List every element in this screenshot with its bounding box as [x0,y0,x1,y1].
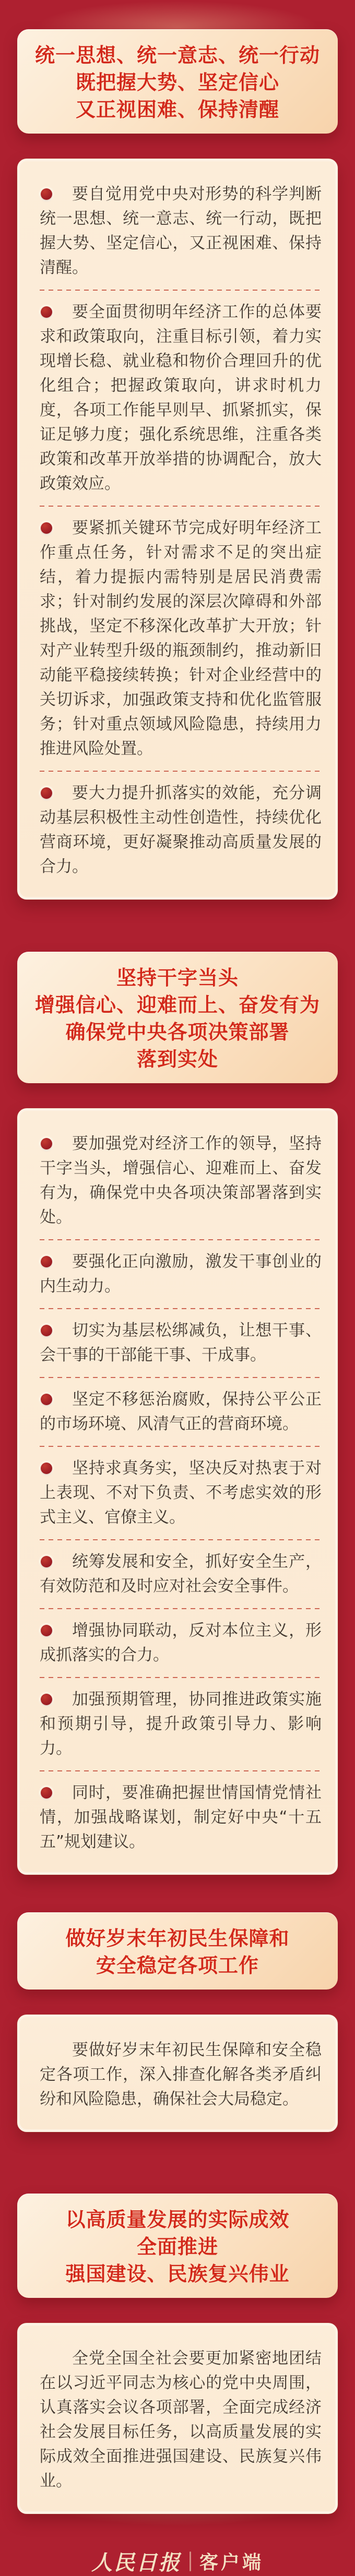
section-title-line: 强国建设、民族复兴伟业 [65,2262,290,2285]
section-1-header [17,29,338,134]
section-title-line: 统一思想、统一意志、统一行动 [34,44,320,67]
bullet-item [40,1781,322,1854]
bullet-item [40,516,322,761]
bullet-item [40,1132,322,1230]
section-title-line: 确保党中央各项决策部署 [65,1021,290,1044]
bullet-dot-icon [41,306,52,318]
dashed-divider [40,1608,322,1609]
paragraph-item [40,2038,322,2112]
section-title-line: 以高质量发展的实际成效 [65,2208,290,2231]
section-1-body [17,159,338,900]
dashed-divider [40,506,322,507]
section-2-header [17,952,338,1083]
people-daily-logo: 人民日报 [91,2550,181,2575]
dashed-divider [40,1377,322,1378]
dashed-divider [40,1539,322,1540]
item-text: 要强化正向激励，激发干事创业的内生动力。 [40,1252,322,1296]
bullet-dot-icon [41,1325,52,1336]
bullet-dot-icon [41,1787,52,1799]
item-text: 统筹发展和安全，抓好安全生产，有效防范和及时应对社会安全事件。 [40,1552,322,1596]
item-text: 要做好岁末年初民生保障和安全稳定各项工作，深入排查化解各类矛盾纠纷和风险隐患，确保社会大局稳定。 [40,2041,322,2108]
section-2-body [17,1108,338,1875]
dashed-divider [40,1677,322,1678]
client-label: 客户端 [199,2552,264,2573]
section-4-body [17,2323,338,2514]
section-3-header [17,1912,338,1990]
section-4-header [17,2194,338,2298]
poster [0,29,355,2514]
section-title-line: 既把握大势、坚定信心 [75,71,279,94]
dashed-divider [40,1239,322,1240]
bullet-dot-icon [41,787,52,799]
section-3-body [17,2015,338,2132]
bullet-item [40,1387,322,1436]
item-text: 全党全国全社会要更加紧密地团结在以习近平同志为核心的党中央周围，认真落实会议各项部署，全面完成经济社会发展目标任务，以高质量发展的实际成效全面推进强国建设、民族复兴伟业。 [40,2349,322,2490]
item-text: 坚定不移惩治腐败，保持公平公正的市场环境、风清气正的营商环境。 [40,1390,322,1433]
item-text: 坚持求真务实，坚决反对热衷于对上表现、不对下负责、不考虑实效的形式主义、官僚主义。 [40,1459,322,1527]
bullet-dot-icon [41,1625,52,1636]
bullet-item [40,781,322,879]
footer-brand [0,2546,355,2576]
bullet-dot-icon [41,1256,52,1267]
item-text: 同时，要准确把握世情国情党情社情，加强战略谋划，制定好中央“十五五”规划建议。 [40,1783,322,1851]
item-text: 要加强党对经济工作的领导，坚持干字当头，增强信心、迎难而上、奋发有为，确保党中央各项决策部署落到实处。 [40,1134,322,1227]
bullet-item [40,1550,322,1599]
bullet-item [40,1319,322,1368]
section-title-line: 安全稳定各项工作 [96,1954,259,1977]
bullet-item [40,1619,322,1668]
bullet-dot-icon [41,188,52,200]
bullet-item [40,1687,322,1761]
section-title-line: 坚持干字当头 [116,966,239,989]
item-text: 要全面贯彻明年经济工作的总体要求和政策取向，注重目标引领，着力实现增长稳、就业稳和物价合理回升的优化组合；把握政策取向，讲求时机力度，各项工作能早则早、抓紧抓实，保证足够力度；强化系统思维，注重各类政策和改革开放举措的协调配合，放大政策效应。 [40,303,322,493]
section-title-line: 全面推进 [136,2235,218,2258]
section-title-line: 落到实处 [136,1048,218,1071]
dashed-divider [40,1308,322,1309]
bullet-item [40,1250,322,1299]
dashed-divider [40,290,322,291]
bullet-item [40,1456,322,1530]
brand-divider [190,2551,191,2571]
dashed-divider [40,1770,322,1771]
bullet-dot-icon [41,1694,52,1705]
bullet-item [40,300,322,496]
item-text: 要自觉用党中央对形势的科学判断统一思想、统一意志、统一行动，既把握大势、坚定信心，又正视困难、保持清醒。 [40,185,322,277]
bullet-dot-icon [41,1138,52,1149]
bullet-dot-icon [41,1394,52,1405]
item-text: 要紧抓关键环节完成好明年经济工作重点任务，针对需求不足的突出症结，着力提振内需特别是居民消费需求；针对制约发展的深层次障碍和外部挑战，坚定不移深化改革扩大开放；针对产业转型升级的瓶颈制约，推动新旧动能平稳接续转换；针对企业经营中的关切诉求，加强政策支持和优化监管服务；针对重点领域风险隐患，持续用力推进风险处置。 [40,519,322,758]
paragraph-item [40,2346,322,2494]
bullet-dot-icon [41,1556,52,1567]
section-title-line: 做好岁末年初民生保障和 [65,1927,290,1950]
item-text: 增强协同联动，反对本位主义，形成抓落实的合力。 [40,1621,322,1664]
bullet-dot-icon [41,522,52,534]
item-text: 切实为基层松绑减负，让想干事、会干事的干部能干事、干成事。 [40,1321,322,1364]
bullet-dot-icon [41,1463,52,1474]
bullet-item [40,182,322,280]
dashed-divider [40,1446,322,1447]
section-title-line: 增强信心、迎难而上、奋发有为 [34,993,320,1016]
item-text: 加强预期管理，协同推进政策实施和预期引导，提升政策引导力、影响力。 [40,1690,322,1758]
section-title-line: 又正视困难、保持清醒 [75,98,279,121]
dashed-divider [40,771,322,772]
item-text: 要大力提升抓落实的效能，充分调动基层积极性主动性创造性，持续优化营商环境，更好凝聚推动高质量发展的合力。 [40,784,322,876]
